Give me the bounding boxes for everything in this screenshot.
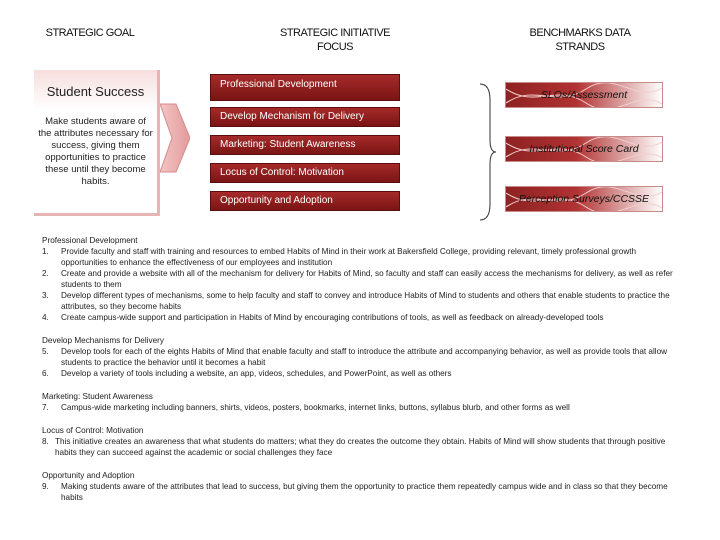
- section-title: Marketing: Student Awareness: [42, 392, 153, 401]
- item-number: 2.: [42, 269, 49, 278]
- item-text: This initiative creates an awareness that what students do matters; what they do creates the outcome they obtain. Habits of Mind will show students that through positive habits they can succeed against the academic or social challenges they face: [55, 437, 666, 457]
- item-number: 7.: [42, 403, 49, 412]
- section-title: Develop Mechanisms for Delivery: [42, 336, 164, 345]
- right-brace-icon: [478, 82, 498, 222]
- item-text: Create campus-wide support and participation in Habits of Mind by encouraging contributions of tools, as well as feedback on already-developed tools: [61, 313, 604, 322]
- section-title: Professional Development: [42, 236, 138, 245]
- item-text: Develop tools for each of the eights Habits of Mind that enable faculty and staff to introduce the attribute and accompanying behavior, as well as provide tools that allow students to practice the behavior until it becomes a habit: [61, 347, 668, 367]
- list-item: [42, 481, 682, 503]
- section-professional-development: [42, 235, 682, 323]
- goal-title: Student Success: [46, 84, 145, 99]
- section-marketing: [42, 391, 682, 413]
- initiative-locus-of-control: Locus of Control: Motivation: [210, 163, 400, 183]
- initiative-professional-development: Professional Development: [210, 74, 400, 101]
- benchmark-label: Institutional Score Card: [529, 143, 639, 155]
- section-title: Locus of Control: Motivation: [42, 426, 144, 435]
- item-number: 6.: [42, 369, 49, 378]
- section-develop-mechanisms: [42, 335, 682, 379]
- list-item: [42, 368, 682, 379]
- list-item: [42, 402, 682, 413]
- item-text: Develop different types of mechanisms, some to help faculty and staff to convey and introduce Habits of Mind to students and others that enable students to practice the attributes, so they become habits: [61, 291, 670, 311]
- list-item: [42, 268, 682, 290]
- item-number: 1.: [42, 247, 49, 256]
- list-item: [42, 246, 682, 268]
- benchmark-label: Perception Surveys/CCSSE: [518, 193, 650, 205]
- section-locus-of-control: [42, 425, 682, 458]
- benchmark-slos-assessment: [505, 82, 663, 108]
- header-strategic-initiative-focus: STRATEGIC INITIATIVE FOCUS: [280, 27, 390, 53]
- goal-box: [34, 70, 160, 216]
- item-number: 5.: [42, 347, 49, 356]
- initiative-opportunity-adoption: Opportunity and Adoption: [210, 191, 400, 211]
- item-number: 3.: [42, 291, 49, 300]
- benchmark-perception-surveys: [505, 186, 663, 212]
- chevron-arrow-icon: [160, 98, 190, 178]
- initiative-develop-mechanism: Develop Mechanism for Delivery: [210, 107, 400, 127]
- notes-section: [42, 235, 682, 515]
- header-benchmarks-data-strands: BENCHMARKS DATA STRANDS: [529, 27, 631, 53]
- item-text: Create and provide a website with all of the mechanism for delivery for Habits of Mind, so faculty and staff can easily access the mechanisms for delivery, as well as refer students to them: [61, 269, 673, 289]
- section-opportunity-adoption: [42, 470, 682, 503]
- list-item: [42, 436, 682, 458]
- benchmark-institutional-score-card: [505, 136, 663, 162]
- benchmark-label: SLOs/Assessment: [540, 89, 628, 101]
- item-number: 8.: [42, 437, 49, 446]
- list-item: [42, 312, 682, 323]
- section-title: Opportunity and Adoption: [42, 471, 135, 480]
- initiative-marketing: Marketing: Student Awareness: [210, 135, 400, 155]
- item-text: Making students aware of the attributes that lead to success, but giving them the opportunity to practice them repeatedly campus wide and in class so that they become habits: [61, 482, 668, 502]
- item-text: Develop a variety of tools including a website, an app, videos, schedules, and PowerPoint, as well as others: [61, 369, 452, 378]
- item-text: Provide faculty and staff with training and resources to embed Habits of Mind in their work at Bakersfield College, providing relevant, timely professional growth opportunities to enhance the effectiveness of our employees and institution: [61, 247, 637, 267]
- header-strategic-goal: STRATEGIC GOAL: [45, 27, 135, 39]
- item-text: Campus-wide marketing including banners, shirts, videos, posters, bookmarks, internet links, buttons, syllabus blurb, and other forms as well: [61, 403, 570, 412]
- item-number: 4.: [42, 313, 49, 322]
- item-number: 9.: [42, 482, 49, 491]
- goal-description: Make students aware of the attributes necessary for success, giving them opportunities to practice these until they become habits.: [38, 116, 153, 187]
- list-item: [42, 290, 682, 312]
- list-item: [42, 346, 682, 368]
